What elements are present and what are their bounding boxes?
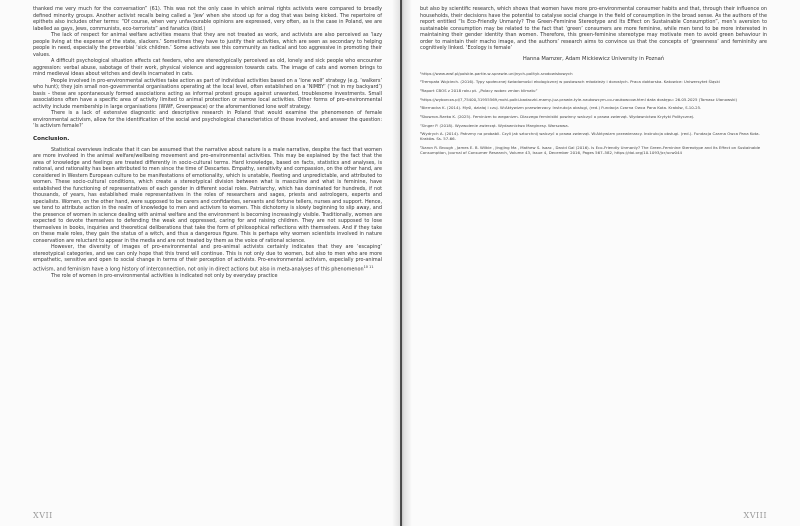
conclusion-text: However, the diversity of images of pro-environmental and pro-animal activists certainly indicates that they are ‘escaping’ stereotypical categories, and we can only hope that this trend will continue. This is not only due to women, but also to men who are more empathetic, sensitive and open to social change in terms of their perception of activists. Pro-environmental activism, especially pro-animal activism, and feminism have a long history of interconnection, not only in direct actions but also in meta-analyses of this phenomenon <box>33 244 382 273</box>
body-paragraph: The lack of respect for animal welfare activities means that they are not treated as work, and activists are also perceived as ‘lazy people living at the expense of the state, slackers.’ Sometimes they have to justify their activities, which are seen as secondary to helping people in need, especially the proverbial ‘sick children.’ Some activists see this community as radical and too aggressive in promoting their values. <box>33 32 382 58</box>
footnote: ¹https://www.wwf.pl/polskie-partie-w-sprawie-unijnych-polityk-srodowiskowych <box>420 70 573 76</box>
footnote: ⁵Biernacka K. (2014). Myśl, działaj i czuj. W:Aktywizm przewierzacy. Instrukcja obsługi, (red.) Fundacja Czarna Owca Pana Kota. Kraków, S.10-25. <box>420 105 702 111</box>
body-paragraph: but also by scientific research, which shows that women have more pro-environmental consumer habits and that, through their influence on households, their decisions have the potential to catalyse social change in the field of consumption in the broad sense. As the authors of the report entitled “Is Eco-Friendly Unmanly? The Green-Feminine Stereotype and Its Effect on Sustainable Consumption”, men’s aversion to sustainable consumption may be related to the fact that ‘green’ consumers are more feminine, while men tend to be more interested in maintaining their gender identity than women. Therefore, this green-feminine stereotype may motivate men to avoid green behaviour in order to maintain their macho image, and the authors’ research aims to convince us that the concepts of ‘greenness’ and femininity are cognitively linked. ‘Ecology is female’ <box>420 6 767 51</box>
footnote: ²Trempała Wojciech. (2016). Typy społecznej świadomości ekologicznej w postawach młodzieży i dorosłych. Praca doktorska. Katowice: Uniwersytet Śląski <box>420 79 720 85</box>
footnote-reference: 10 11 <box>363 264 374 269</box>
right-page <box>402 0 800 526</box>
footnote: ⁶Skowron-Rzeka K. (2025). Feminizm to weganizm. Dlaczego feministki powinny walczyć o prawa zwierząt. Wydawnictwo Krytyki Politycznej. <box>420 113 695 119</box>
body-paragraph: People involved in pro-environmental activities take action as part of individual activities based on a ‘lone wolf’ strategy (e.g. ‘walkers’ who hunt); they join small non-governmental organisations operating at the local level, often established on a ‘NIMBY’ (‘not in my backyard’) basis – these are spontaneously formed associations acting as informal protest groups against unwanted, troublesome investments. Small associations often have a specific area of activity limited to animal protection or narrow local activities. Other forms of pro-environmental activity include membership in large organisations (WWF, Greenpeace) or the aforementioned lone wolf strategy. <box>33 77 382 110</box>
footnote: ⁷Singer P. (2018). Wyzwolenie zwierząt. Wydawnictwo Marginesy. Warszawa. <box>420 122 569 128</box>
conclusion-paragraph: The role of women in pro-environmental activities is indicated not only by everyday practice <box>51 272 278 279</box>
footnote: ³Raport CBOS z 2018 roku pt. „Polacy wobec zmian klimatu” <box>420 87 538 93</box>
page-number: XVII <box>33 511 53 520</box>
footnote: ⁹Aaron R. Brough , James E. B. Wilkie , Jingjing Ma , Mathew S. Isaac , David Gal (2016). Is Eco-Friendly Unmanly? The Green-Feminine Stereotype and Its Effect on Sustainable Consumption, Journal of Consumer Research, Volume 43, Issue 4, December 2016, Pages 567–582, https://doi.org/10.1093/jcr/ucw044 <box>420 145 761 156</box>
section-heading: Conclusion. <box>33 135 70 142</box>
footnotes <box>420 71 767 156</box>
footnote: ⁴https://wyborcza.pl/7,75400,31955569,mohl-polki-badaczki-mamy-juz-prawie-tyle-naukowcym-co-naukowcow.html data dostępu: 26.05.2025 (Tomasz Ulanowski) <box>420 96 738 102</box>
author-signature: Hanna Mamzer, Adam Mickiewicz University in Poznań <box>522 55 665 62</box>
conclusion-paragraph: Statistical overviews indicate that it can be assumed that the narrative about nature is a male narrative, despite the fact that women are more involved in the animal welfare/wellbeing movement and pro-environmental activities. This may be explained by the fact that the area of knowledge and feelings are treated differently in socio-cultural terms. Hard knowledge, based on facts, statistics and analyses, is rational, and rationality has been attributed to men since the time of Descartes. Empathy, sensitivity and compassion, on the other hand, are considered in Western European culture to be manifestations of emotionality, which is unstable, fleeting and unpredictable, and attributed to women. These socio-cultural conditions, which create a stereotypical division between what is masculine and what is feminine, have established the functioning of representatives of each gender in different social roles. Patriarchy, which has dominated for hundreds, if not thousands, of years, has established male representatives in the roles of researchers and sages, priests and astrologers, experts and specialists. Women, on the other hand, were supposed to be carers and confidantes, servants and fortune tellers, nurses and support. Hence, we tend to attribute action in the realm of knowledge to men and activism to women. This dichotomy is slowly beginning to slip away, and the presence of women in science dealing with animal welfare and the environment is becoming increasingly visible. Traditionally, women are expected to devote themselves to defending the weak and oppressed, caring for and raising children. They are not supposed to lose themselves in books, inquiries and theoretical deliberations that take the form of philosophical reflections with themselves. And if they take on these male roles, they gain the status of a witch, and thus a dangerous figure. This is perhaps why women scientists involved in nature conservation are reluctant to appear in the media and are not treated by them as the voice of rational science. <box>33 146 382 244</box>
body-paragraph: There is a lack of extensive diagnostic and descriptive research in Poland that would examine the phenomenon of female environmental activism, allow for the identification of the social and psychological characteristics of those involved, and answer the question: ‘Is activism female?’ <box>33 110 382 129</box>
body-paragraph: A difficult psychological situation affects cat feeders, who are stereotypically perceived as old, lonely and sick people who encounter aggression: verbal abuse, sabotage of their work, physical violence and aggression towards cats. The image of cats and women brings to mind medieval ideas about witches and devils incarnated in cats. <box>33 58 382 77</box>
page-number: XVIII <box>743 511 767 520</box>
footnote: ⁸Wydrych A. (2014). Patrzmy na probabli. Czyli jak szturchnij walczyć o prawa zwierząt. W:Aktywizm przewierzacy. Instrukcja obsługi. (red.). Fundacja Czarna Owca Pana Kota. Kraków. Ss. 57-66. <box>420 131 760 142</box>
body-paragraph: thanked me very much for the conversation” (61). This was not the only case in which animal rights activists were compared to broadly defined minority groups. Another activist recalls being called a ‘Jew’ when she stood up for a dog that was being kicked. The repertoire of epithets also includes other terms: “Of course, when very unfavourable opinions are expressed, very often, as is the case in Poland, we are labelled as gays, Jews, communists, eco-terrorists” and fanatics (ibid.) <box>33 6 382 32</box>
conclusion-paragraph <box>33 244 382 273</box>
